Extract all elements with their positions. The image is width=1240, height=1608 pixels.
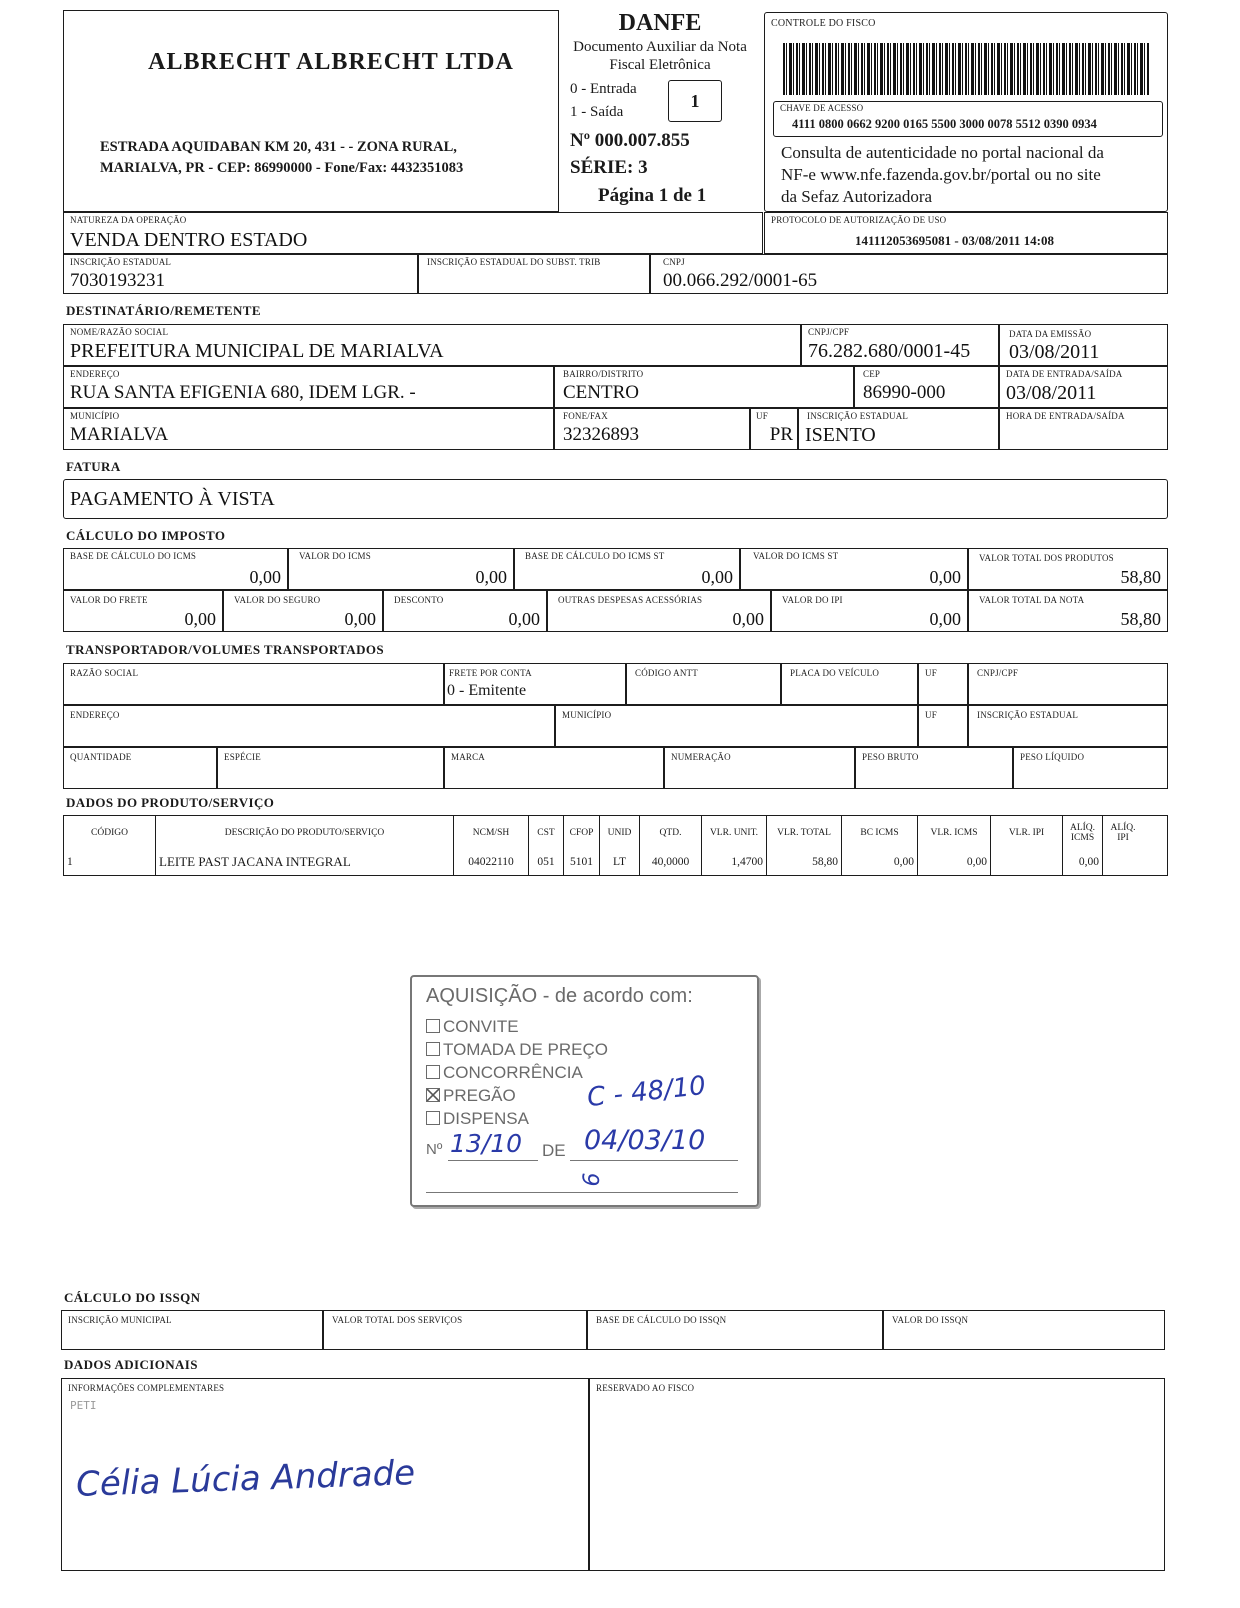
checkbox-icon	[426, 1111, 440, 1125]
base-st-box	[514, 548, 740, 590]
outras-despesas-box	[547, 590, 771, 632]
signature: Célia Lúcia Andrade	[75, 1453, 416, 1505]
consulta-l3: da Sefaz Autorizadora	[781, 187, 933, 206]
stamp-opcao-pregao: PREGÃO	[426, 1086, 516, 1106]
transp-numeracao-label: NUMERAÇÃO	[671, 752, 731, 762]
transp-cnpj-box	[968, 663, 1168, 705]
aquisicao-stamp	[410, 975, 759, 1207]
transp-frete-value: 0 - Emitente	[447, 682, 527, 699]
issqn-im-label: INSCRIÇÃO MUNICIPAL	[68, 1315, 172, 1325]
emitente-box	[63, 10, 559, 212]
issqn-im-box	[61, 1310, 323, 1350]
natureza-label: NATUREZA DA OPERAÇÃO	[70, 215, 187, 225]
danfe-subtitle-l2: Fiscal Eletrônica	[609, 57, 711, 73]
dest-cnpj-label: CNPJ/CPF	[808, 327, 850, 337]
seguro-box	[223, 590, 383, 632]
td-vlr-unit: 1,4700	[702, 849, 767, 875]
emitente-endereco-l1: ESTRADA AQUIDABAN KM 20, 431 - - ZONA RURAL,	[100, 139, 457, 155]
dest-entrada-saida-box	[999, 366, 1168, 408]
td-ncm: 04022110	[454, 849, 529, 875]
danfe-serie: SÉRIE: 3	[570, 157, 648, 178]
ie-label: INSCRIÇÃO ESTADUAL	[70, 257, 172, 267]
stamp-hand-data: 04/03/10	[584, 1125, 706, 1156]
stamp-underline-num	[448, 1160, 538, 1161]
stamp-opcao-dispensa: DISPENSA	[426, 1109, 529, 1129]
td-vlr-ipi	[991, 849, 1063, 875]
transp-endereco-box	[63, 705, 555, 747]
base-st-value: 0,00	[701, 567, 733, 587]
emitente-endereco-l2: MARIALVA, PR - CEP: 86990000 - Fone/Fax: 4432351083	[100, 160, 464, 176]
dest-cnpj-box	[801, 324, 999, 366]
th-aliq-icms: ALÍQ. ICMS	[1063, 816, 1103, 849]
dest-hora-box	[999, 408, 1168, 450]
td-codigo: 1	[64, 849, 156, 875]
ie-st-label: INSCRIÇÃO ESTADUAL DO SUBST. TRIB	[427, 257, 601, 267]
protocolo-box	[764, 212, 1168, 254]
th-codigo: CÓDIGO	[64, 816, 156, 849]
th-qtd: QTD.	[640, 816, 702, 849]
info-complementar-label: INFORMAÇÕES COMPLEMENTARES	[68, 1383, 225, 1393]
dest-entrada-saida-value: 03/08/2011	[1006, 382, 1097, 404]
td-aliq-icms: 0,00	[1063, 849, 1103, 875]
danfe-subtitle-l1: Documento Auxiliar da Nota	[573, 39, 747, 55]
adicionais-section: DADOS ADICIONAIS	[64, 1357, 198, 1372]
issqn-valor-box	[883, 1310, 1165, 1350]
transp-ie-label: INSCRIÇÃO ESTADUAL	[977, 710, 1079, 720]
total-produtos-box	[968, 548, 1168, 590]
consulta-l1: Consulta de autenticidade no portal nacional da	[781, 143, 1104, 162]
stamp-hand-num: 13/10	[450, 1129, 523, 1158]
natureza-value: VENDA DENTRO ESTADO	[70, 229, 308, 251]
transp-uf2-box	[918, 705, 968, 747]
total-nota-value: 58,80	[1120, 609, 1161, 629]
ie-st-box	[418, 254, 650, 294]
dest-bairro-label: BAIRRO/DISTRITO	[563, 369, 644, 379]
transp-placa-box	[781, 663, 918, 705]
total-produtos-label: VALOR TOTAL DOS PRODUTOS	[979, 553, 1114, 563]
reservado-fisco-label: RESERVADO AO FISCO	[596, 1383, 695, 1393]
frete-label: VALOR DO FRETE	[70, 595, 148, 605]
dest-endereco-label: ENDEREÇO	[70, 369, 120, 379]
valor-icms-value: 0,00	[475, 567, 507, 587]
td-aliq-ipi	[1103, 849, 1143, 875]
transp-uf-box	[918, 663, 968, 705]
seguro-label: VALOR DO SEGURO	[234, 595, 321, 605]
chave-acesso-box	[773, 101, 1163, 137]
th-bc-icms: BC ICMS	[842, 816, 918, 849]
protocolo-value: 141112053695081 - 03/08/2011 14:08	[855, 233, 1054, 248]
issqn-section: CÁLCULO DO ISSQN	[64, 1290, 201, 1305]
chave-acesso: 4111 0800 0662 9200 0165 5500 3000 0078 5512 0390 0934	[792, 117, 1097, 131]
danfe-block	[560, 10, 760, 212]
outras-despesas-value: 0,00	[732, 609, 764, 629]
dest-nome-label: NOME/RAZÃO SOCIAL	[70, 327, 169, 337]
th-vlr-icms: VLR. ICMS	[918, 816, 991, 849]
desconto-value: 0,00	[508, 609, 540, 629]
ipi-value: 0,00	[929, 609, 961, 629]
dest-cep-label: CEP	[863, 369, 881, 379]
transp-antt-box	[626, 663, 781, 705]
imposto-section: CÁLCULO DO IMPOSTO	[66, 528, 226, 543]
transp-quantidade-label: QUANTIDADE	[70, 752, 132, 762]
transp-peso-liquido-box	[1013, 747, 1168, 789]
info-complementar-box	[61, 1378, 589, 1571]
dest-cep-box	[854, 366, 999, 408]
cnpj-emit-label: CNPJ	[663, 257, 685, 267]
valor-st-value: 0,00	[929, 567, 961, 587]
barcode	[783, 43, 1149, 95]
stamp-title: AQUISIÇÃO - de acordo com:	[426, 985, 693, 1007]
stamp-hand-c: C - 48/10	[585, 1070, 708, 1114]
seguro-value: 0,00	[344, 609, 376, 629]
info-complementar-value: PETI	[70, 1399, 97, 1412]
issqn-total-label: VALOR TOTAL DOS SERVIÇOS	[332, 1315, 463, 1325]
th-descricao: DESCRIÇÃO DO PRODUTO/SERVIÇO	[156, 816, 454, 849]
dest-uf-label: UF	[756, 411, 768, 421]
transp-peso-bruto-box	[855, 747, 1013, 789]
dest-endereco-box	[63, 366, 554, 408]
transporte-section: TRANSPORTADOR/VOLUMES TRANSPORTADOS	[66, 642, 385, 657]
transp-marca-box	[444, 747, 664, 789]
th-vlr-unit: VLR. UNIT.	[702, 816, 767, 849]
consulta-l2: NF-e www.nfe.fazenda.gov.br/portal ou no site	[781, 165, 1101, 184]
dest-ie-label: INSCRIÇÃO ESTADUAL	[807, 411, 909, 421]
dest-uf-box	[750, 408, 798, 450]
transp-municipio-box	[555, 705, 918, 747]
stamp-opcao-convite: CONVITE	[426, 1017, 519, 1037]
dest-municipio-box	[63, 408, 554, 450]
dest-ie-box	[798, 408, 999, 450]
stamp-de: DE	[542, 1141, 566, 1160]
dest-nome-value: PREFEITURA MUNICIPAL DE MARIALVA	[70, 340, 444, 362]
dest-emissao-label: DATA DA EMISSÃO	[1009, 329, 1092, 339]
td-vlr-total: 58,80	[767, 849, 842, 875]
dest-fone-label: FONE/FAX	[563, 411, 608, 421]
dest-bairro-value: CENTRO	[563, 382, 639, 403]
transp-endereco-label: ENDEREÇO	[70, 710, 120, 720]
issqn-base-box	[587, 1310, 883, 1350]
transp-municipio-label: MUNICÍPIO	[562, 710, 612, 720]
checkbox-icon	[426, 1065, 440, 1079]
checkbox-checked-icon	[426, 1088, 440, 1102]
ie-value: 7030193231	[70, 270, 165, 291]
danfe-tipo-box: 1	[668, 80, 722, 122]
frete-value: 0,00	[184, 609, 216, 629]
ie-box	[63, 254, 418, 294]
dest-ie-value: ISENTO	[805, 424, 876, 446]
fatura-section: FATURA	[66, 459, 121, 474]
protocolo-label: PROTOCOLO DE AUTORIZAÇÃO DE USO	[771, 215, 947, 225]
th-cst: CST	[529, 816, 564, 849]
desconto-box	[383, 590, 547, 632]
frete-box	[63, 590, 223, 632]
fatura-value: PAGAMENTO À VISTA	[70, 488, 275, 510]
th-unid: UNID	[600, 816, 640, 849]
td-vlr-icms: 0,00	[918, 849, 991, 875]
destinatario-section: DESTINATÁRIO/REMETENTE	[66, 303, 261, 318]
checkbox-icon	[426, 1042, 440, 1056]
chave-acesso-label: CHAVE DE ACESSO	[780, 103, 864, 113]
th-vlr-ipi: VLR. IPI	[991, 816, 1063, 849]
transp-peso-bruto-label: PESO BRUTO	[862, 752, 919, 762]
td-cst: 051	[529, 849, 564, 875]
dest-fone-box	[554, 408, 750, 450]
dest-emissao-value: 03/08/2011	[1009, 341, 1100, 363]
transp-marca-label: MARCA	[451, 752, 486, 762]
produtos-header	[63, 815, 1168, 850]
stamp-underline-bottom	[426, 1192, 738, 1193]
th-cfop: CFOP	[564, 816, 600, 849]
dest-nome-box	[63, 324, 801, 366]
stamp-opcao-tomada: TOMADA DE PREÇO	[426, 1040, 608, 1060]
dest-bairro-box	[554, 366, 854, 408]
total-produtos-value: 58,80	[1120, 567, 1161, 587]
outras-despesas-label: OUTRAS DESPESAS ACESSÓRIAS	[558, 595, 703, 605]
issqn-total-box	[323, 1310, 587, 1350]
dest-entrada-saida-label: DATA DE ENTRADA/SAÍDA	[1006, 369, 1123, 379]
total-nota-box	[968, 590, 1168, 632]
dest-municipio-label: MUNICÍPIO	[70, 411, 120, 421]
checkbox-icon	[426, 1019, 440, 1033]
valor-st-label: VALOR DO ICMS ST	[753, 551, 839, 561]
transp-placa-label: PLACA DO VEÍCULO	[790, 668, 880, 678]
desconto-label: DESCONTO	[394, 595, 444, 605]
valor-icms-box	[288, 548, 514, 590]
cnpj-emit-value: 00.066.292/0001-65	[663, 270, 818, 291]
transp-razao-box	[63, 663, 444, 705]
transp-especie-label: ESPÉCIE	[224, 752, 261, 762]
transp-ie-box	[968, 705, 1168, 747]
stamp-opcao-concorrencia: CONCORRÊNCIA	[426, 1063, 583, 1083]
th-aliq-ipi: ALÍQ. IPI	[1110, 822, 1136, 843]
transp-frete-box	[444, 663, 626, 705]
dest-fone-value: 32326893	[563, 424, 639, 445]
cnpj-emit-box	[650, 254, 1168, 294]
valor-icms-label: VALOR DO ICMS	[299, 551, 371, 561]
dest-cnpj-value: 76.282.680/0001-45	[808, 340, 971, 362]
stamp-underline-data	[570, 1160, 738, 1161]
total-nota-label: VALOR TOTAL DA NOTA	[979, 595, 1085, 605]
base-icms-box	[63, 548, 288, 590]
stamp-num-prefix: Nº	[426, 1141, 443, 1158]
controle-fisco-box	[764, 12, 1168, 212]
valor-st-box	[740, 548, 968, 590]
td-cfop: 5101	[564, 849, 600, 875]
transp-peso-liquido-label: PESO LÍQUIDO	[1020, 752, 1085, 762]
dest-endereco-value: RUA SANTA EFIGENIA 680, IDEM LGR. -	[70, 382, 416, 403]
issqn-valor-label: VALOR DO ISSQN	[892, 1315, 969, 1325]
danfe-title: DANFE	[618, 10, 702, 36]
transp-razao-label: RAZÃO SOCIAL	[70, 668, 139, 678]
base-icms-value: 0,00	[249, 567, 281, 587]
base-icms-label: BASE DE CÁLCULO DO ICMS	[70, 551, 197, 561]
transp-cnpj-label: CNPJ/CPF	[977, 668, 1019, 678]
ipi-label: VALOR DO IPI	[782, 595, 843, 605]
transp-numeracao-box	[664, 747, 855, 789]
danfe-numero: Nº 000.007.855	[570, 130, 690, 151]
th-ncm: NCM/SH	[454, 816, 529, 849]
dest-hora-label: HORA DE ENTRADA/SAÍDA	[1006, 411, 1125, 421]
dest-emissao-box	[999, 324, 1168, 366]
transp-quantidade-box	[63, 747, 217, 789]
dest-cep-value: 86990-000	[863, 382, 946, 403]
fatura-box	[63, 479, 1168, 519]
dest-uf-value: PR	[769, 424, 793, 445]
dest-municipio-value: MARIALVA	[70, 424, 169, 445]
table-row	[63, 849, 1168, 876]
base-st-label: BASE DE CÁLCULO DO ICMS ST	[525, 551, 665, 561]
transp-uf-label: UF	[925, 668, 937, 678]
transp-uf2-label: UF	[925, 710, 937, 720]
danfe-entrada: 0 - Entrada	[570, 81, 637, 97]
transp-especie-box	[217, 747, 444, 789]
td-qtd: 40,0000	[640, 849, 702, 875]
controle-fisco-label: CONTROLE DO FISCO	[771, 18, 876, 29]
produtos-section: DADOS DO PRODUTO/SERVIÇO	[66, 795, 275, 810]
danfe-pagina: Página 1 de 1	[598, 185, 707, 206]
transp-frete-label: FRETE POR CONTA	[449, 668, 532, 678]
ipi-box	[771, 590, 968, 632]
natureza-box	[63, 212, 763, 254]
reservado-fisco-box	[589, 1378, 1165, 1571]
th-vlr-total: VLR. TOTAL	[767, 816, 842, 849]
transp-antt-label: CÓDIGO ANTT	[635, 668, 698, 678]
issqn-base-label: BASE DE CÁLCULO DO ISSQN	[596, 1315, 727, 1325]
td-unid: LT	[600, 849, 640, 875]
emitente-nome: ALBRECHT ALBRECHT LTDA	[148, 49, 514, 75]
danfe-saida: 1 - Saída	[570, 104, 624, 120]
td-descricao: LEITE PAST JACANA INTEGRAL	[156, 849, 454, 875]
stamp-hand-mark: 9	[576, 1172, 602, 1187]
td-bc-icms: 0,00	[842, 849, 918, 875]
